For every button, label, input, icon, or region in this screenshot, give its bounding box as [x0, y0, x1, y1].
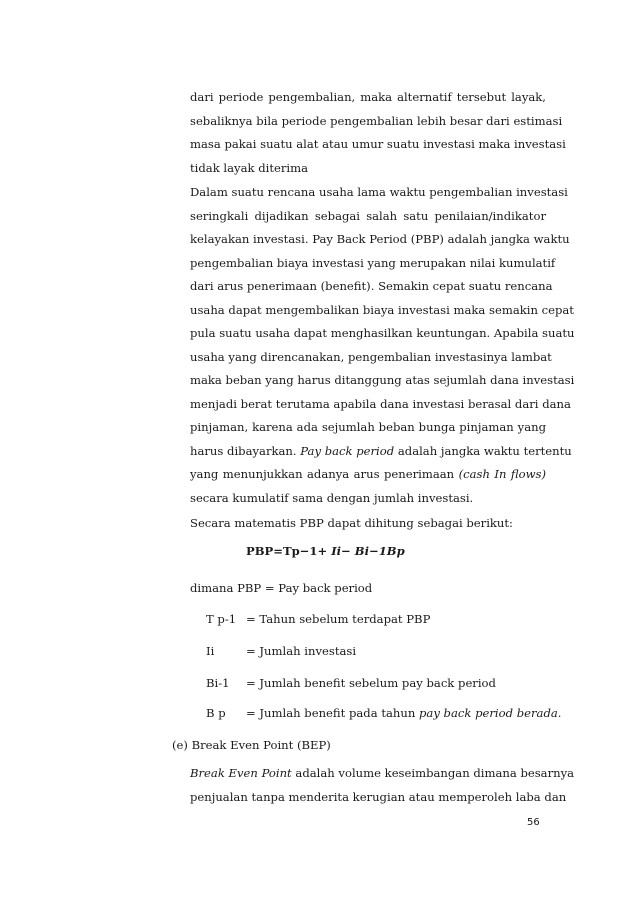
text-line: [190, 762, 575, 786]
formula-left: PBP=Tp−1+: [246, 544, 332, 558]
definition-term: Bi-1: [206, 676, 230, 690]
definition-term: T p-1: [206, 612, 237, 626]
italic-term: Break Even Point: [190, 766, 292, 780]
text-line: [190, 440, 572, 464]
definition-row: [206, 643, 356, 659]
formula-right: Ii− Bi−1Bp: [331, 544, 405, 558]
definition-desc: = Jumlah investasi: [246, 644, 357, 658]
definition-desc: = Jumlah benefit pada tahun: [246, 706, 419, 720]
text-line: tidak layak diterima: [190, 160, 309, 175]
text-line: usaha yang direncanakan, pengembalian investasinya lambat: [190, 349, 552, 364]
section-heading: (e) Break Even Point (BEP): [172, 738, 331, 752]
text-line: pinjaman, karena ada sejumlah beban bunga pinjaman yang: [190, 420, 546, 434]
text-line: maka beban yang harus ditanggung atas sejumlah dana investasi: [190, 373, 575, 387]
where-line: dimana PBP = Pay back period: [190, 581, 373, 595]
text-line: Dalam suatu rencana usaha lama waktu pengembalian investasi: [190, 185, 568, 199]
text-line: pula suatu usaha dapat menghasilkan keuntungan. Apabila suatu: [190, 326, 575, 340]
pbp-formula: [246, 543, 405, 559]
definition-term: Ii: [206, 644, 215, 658]
definition-row: [206, 675, 496, 691]
text-span: harus dibayarkan.: [190, 443, 301, 458]
definition-desc: = Tahun sebelum terdapat PBP: [246, 612, 431, 626]
text-line: penjualan tanpa menderita kerugian atau memperoleh laba dan: [190, 789, 567, 804]
text-span: adalah jangka waktu tertentu: [394, 443, 572, 458]
bep-paragraph: [190, 762, 575, 809]
text-line: pengembalian biaya investasi yang merupakan nilai kumulatif: [190, 255, 556, 270]
paragraph-1: [190, 86, 566, 180]
text-line: masa pakai suatu alat atau umur suatu investasi maka investasi: [190, 137, 566, 151]
text-line: seringkali dijadikan sebagai salah satu penilaian/indikator: [190, 208, 546, 223]
text-line: usaha dapat mengembalikan biaya investasi maka semakin cepat: [190, 302, 574, 317]
definition-desc: = Jumlah benefit sebelum pay back period: [246, 676, 496, 690]
text-span: adalah volume keseimbangan dimana besarnya: [291, 766, 575, 780]
text-span: yang menunjukkan adanya arus penerimaan: [190, 467, 459, 481]
definition-row: [206, 611, 430, 627]
text-line: sebaliknya bila periode pengembalian lebih besar dari estimasi: [190, 113, 563, 128]
text-line: [190, 463, 546, 487]
formula-intro: Secara matematis PBP dapat dihitung sebagai berikut:: [190, 516, 513, 530]
paragraph-2: [190, 181, 575, 510]
italic-term: pay back period berada: [418, 706, 558, 720]
text-span: .: [557, 706, 562, 720]
text-line: menjadi berat terutama apabila dana investasi berasal dari dana: [190, 396, 571, 411]
text-line: secara kumulatif sama dengan jumlah investasi.: [190, 490, 474, 505]
text-line: dari arus penerimaan (benefit). Semakin cepat suatu rencana: [190, 279, 553, 293]
italic-term: Pay back period: [300, 443, 395, 458]
text-line: kelayakan investasi. Pay Back Period (PBP) adalah jangka waktu: [190, 232, 570, 246]
italic-term: (cash In flows): [458, 467, 546, 481]
definition-term: B p: [206, 706, 226, 720]
page-number: 56: [527, 817, 540, 828]
text-line: dari periode pengembalian, maka alternatif tersebut layak,: [190, 90, 546, 104]
definition-row: [206, 705, 561, 721]
